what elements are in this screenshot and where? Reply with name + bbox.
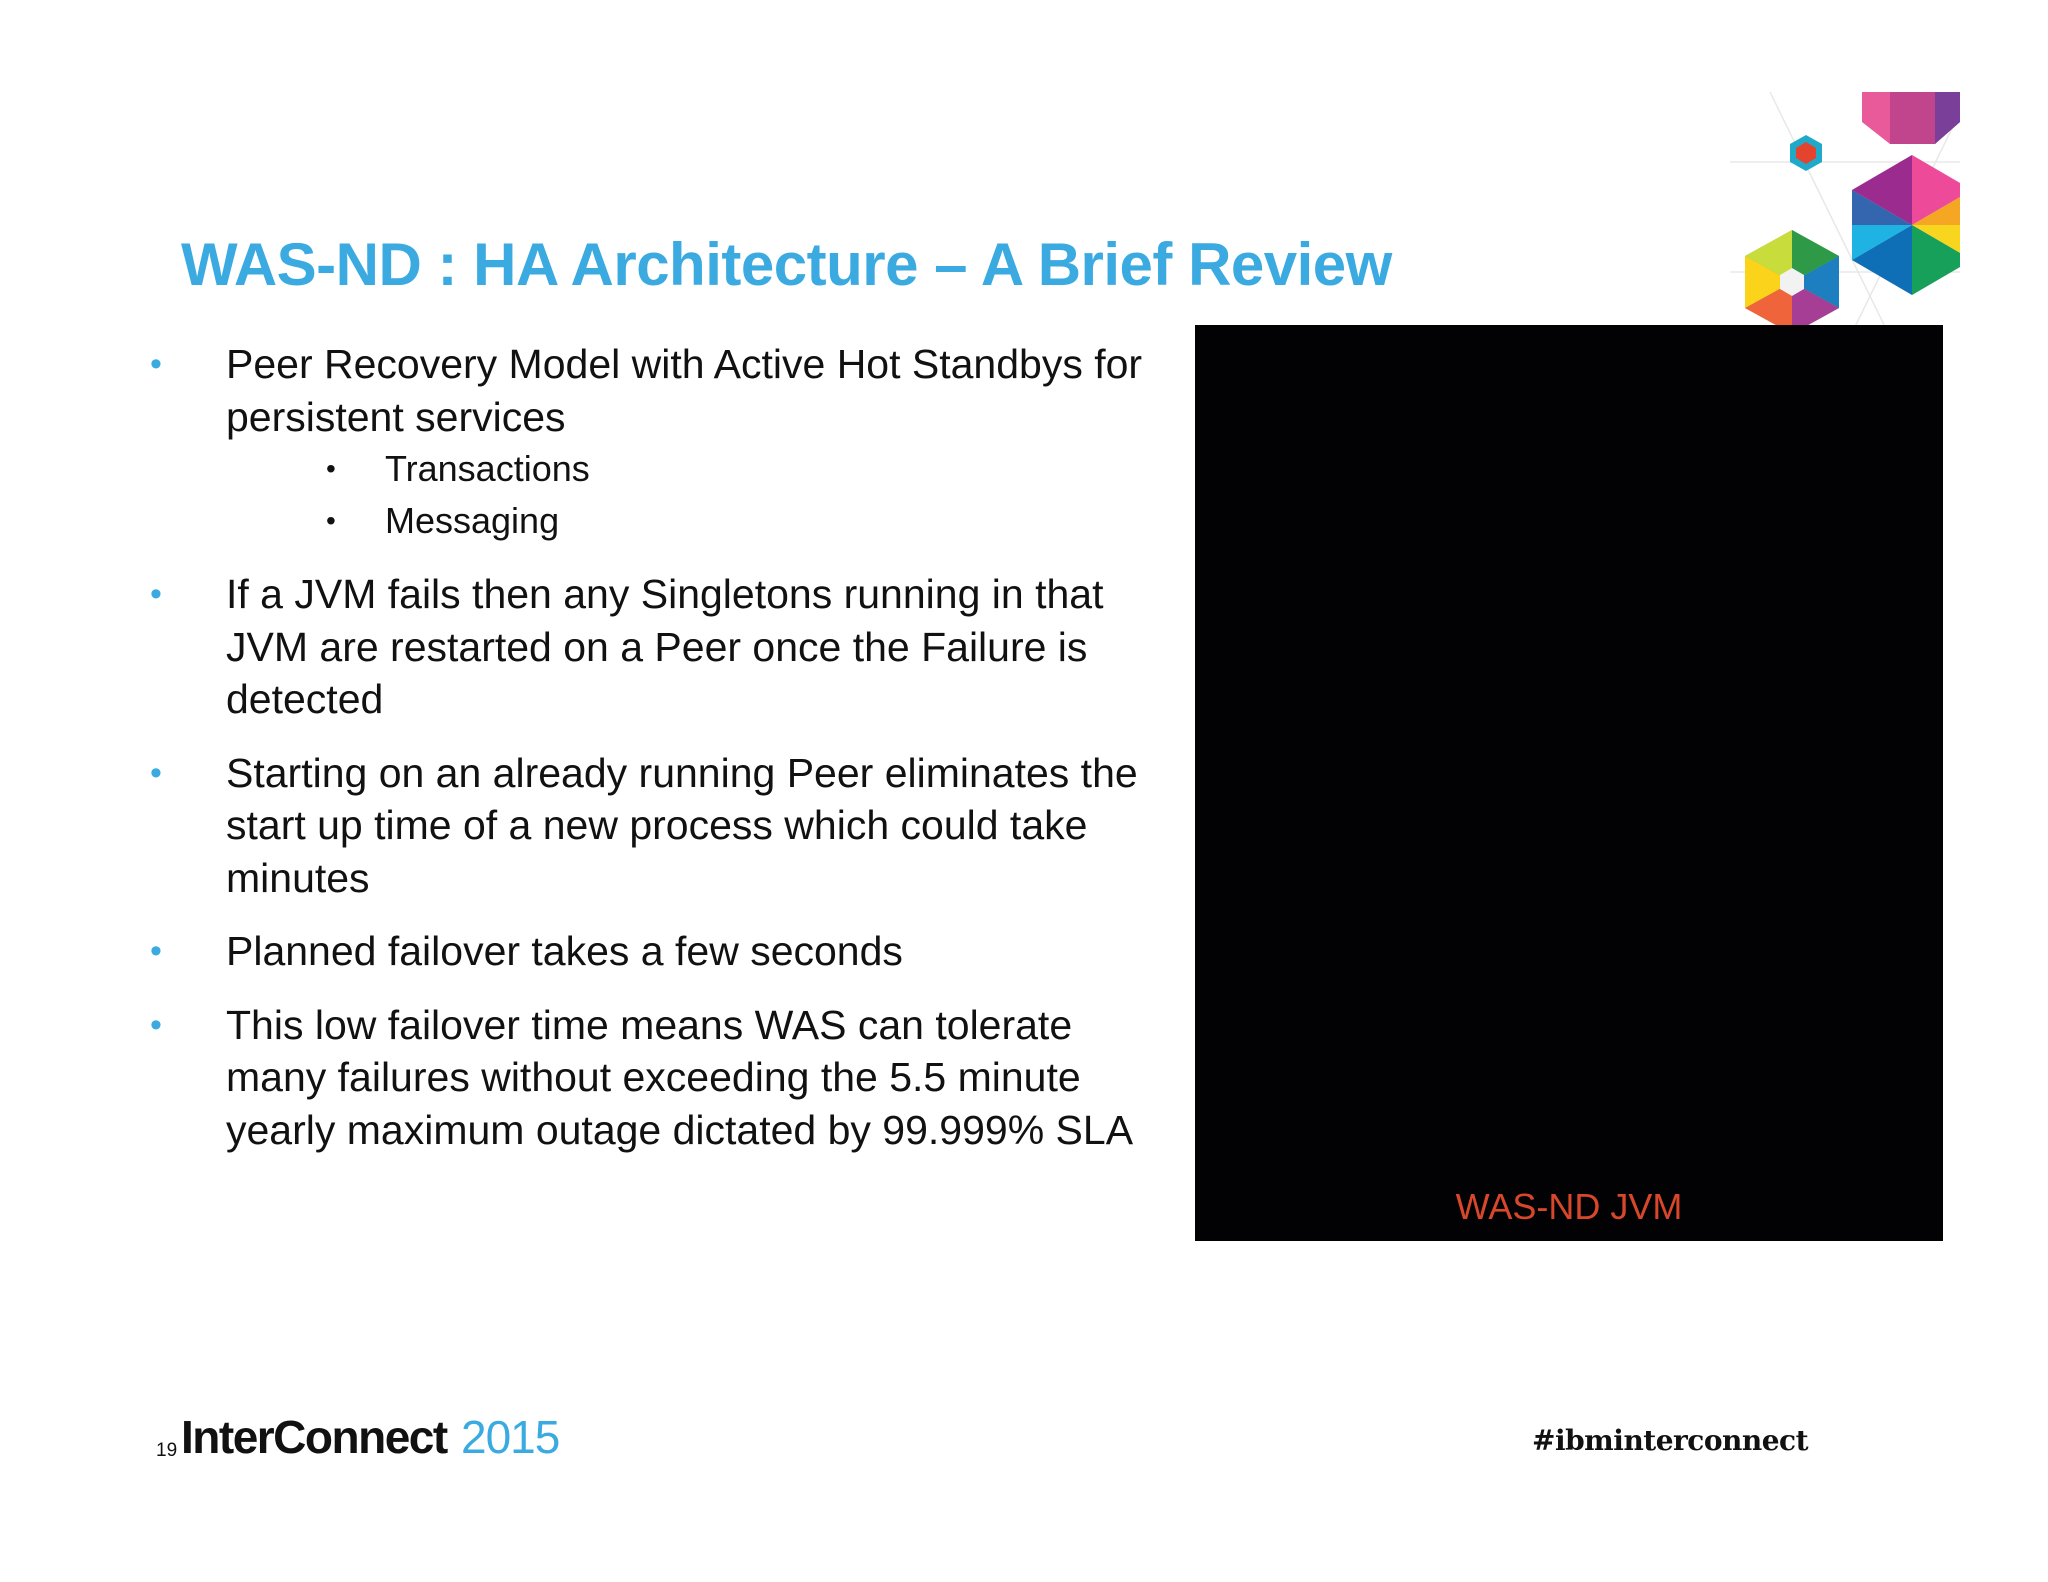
bullet-marker: •: [150, 345, 162, 383]
bullet-marker: •: [150, 753, 162, 792]
sub-bullet-item: [226, 495, 1160, 547]
video-panel[interactable]: [1195, 325, 1943, 1241]
bullet-text: This low failover time means WAS can tolerate many failures without exceeding the 5.5 minute yearly maximum outage dictated by 99.999% SLA: [226, 1001, 1134, 1153]
bullet-text: If a JVM fails then any Singletons running in that JVM are restarted on a Peer once the Failure is detected: [226, 571, 1104, 722]
bullet-marker: •: [150, 1005, 162, 1044]
page-number: 19: [156, 1440, 178, 1461]
brand-name: InterConnect: [181, 1411, 447, 1463]
bullet-text: Peer Recovery Model with Active Hot Standbys for persistent services: [226, 341, 1143, 440]
bullet-item: [150, 338, 1160, 547]
bullet-item: [150, 747, 1160, 905]
bullet-text: Starting on an already running Peer eliminates the start up time of a new process which could take minutes: [226, 749, 1138, 901]
video-label: WAS-ND JVM: [1455, 1186, 1683, 1227]
bullet-item: [150, 999, 1160, 1157]
bullet-list: [150, 338, 1160, 1177]
sub-bullet-text: Transactions: [385, 448, 590, 489]
hashtag: #ibminterconnect: [1532, 1424, 1809, 1457]
sub-bullet-item: [226, 443, 1160, 495]
sub-bullet-marker: •: [326, 453, 336, 484]
bullet-item: [150, 925, 1160, 978]
bullet-marker: •: [150, 575, 162, 613]
sub-bullet-marker: •: [326, 505, 336, 536]
bullet-item: [150, 568, 1160, 726]
sub-bullet-list: [226, 443, 1160, 547]
geometric-hexagon-pattern-icon: [1730, 92, 1960, 337]
sub-bullet-text: Messaging: [385, 500, 560, 541]
bullet-marker: •: [150, 932, 162, 970]
brand-year: 2015: [461, 1411, 560, 1463]
slide-title: WAS-ND : HA Architecture – A Brief Review: [181, 231, 1392, 299]
bullet-text: Planned failover takes a few seconds: [226, 928, 903, 974]
